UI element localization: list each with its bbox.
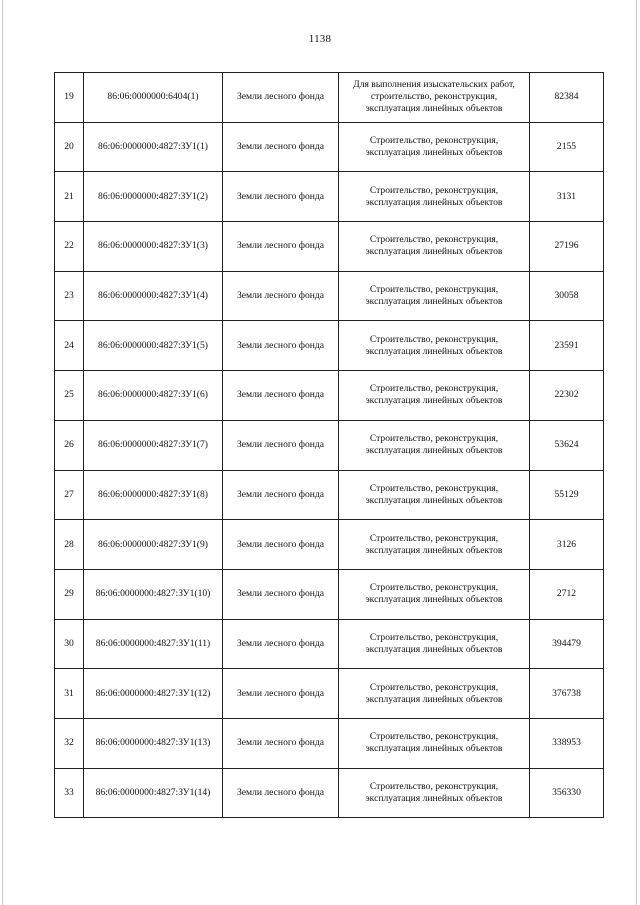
table-row [55, 470, 604, 520]
table-row [55, 371, 604, 421]
permitted-use-cell: Строительство, реконструкция, эксплуатация линейных объектов [339, 122, 530, 172]
land-category-cell: Земли лесного фонда [223, 619, 339, 669]
row-number-cell: 32 [55, 718, 84, 768]
table-row [55, 768, 604, 818]
land-category-cell: Земли лесного фонда [223, 73, 339, 123]
area-cell: 53624 [530, 420, 604, 470]
land-category-cell: Земли лесного фонда [223, 470, 339, 520]
row-number-cell: 27 [55, 470, 84, 520]
permitted-use-cell: Строительство, реконструкция, эксплуатация линейных объектов [339, 569, 530, 619]
land-category-cell: Земли лесного фонда [223, 520, 339, 570]
permitted-use-cell: Строительство, реконструкция, эксплуатация линейных объектов [339, 222, 530, 272]
land-category-cell: Земли лесного фонда [223, 569, 339, 619]
area-cell: 2712 [530, 569, 604, 619]
area-cell: 55129 [530, 470, 604, 520]
permitted-use-cell: Строительство, реконструкция, эксплуатация линейных объектов [339, 172, 530, 222]
cadastral-number-cell: 86:06:0000000:4827:ЗУ1(8) [84, 470, 223, 520]
page-number: 1138 [308, 33, 332, 45]
table-row [55, 669, 604, 719]
row-number-cell: 24 [55, 321, 84, 371]
area-cell: 30058 [530, 271, 604, 321]
permitted-use-cell: Строительство, реконструкция, эксплуатация линейных объектов [339, 470, 530, 520]
land-plots-table [54, 72, 604, 818]
area-cell: 376738 [530, 669, 604, 719]
permitted-use-cell: Строительство, реконструкция, эксплуатация линейных объектов [339, 520, 530, 570]
cadastral-number-cell: 86:06:0000000:4827:ЗУ1(10) [84, 569, 223, 619]
permitted-use-cell: Строительство, реконструкция, эксплуатация линейных объектов [339, 321, 530, 371]
land-category-cell: Земли лесного фонда [223, 321, 339, 371]
cadastral-number-cell: 86:06:0000000:4827:ЗУ1(12) [84, 669, 223, 719]
row-number-cell: 26 [55, 420, 84, 470]
land-category-cell: Земли лесного фонда [223, 718, 339, 768]
permitted-use-cell: Строительство, реконструкция, эксплуатация линейных объектов [339, 669, 530, 719]
row-number-cell: 29 [55, 569, 84, 619]
permitted-use-cell: Строительство, реконструкция, эксплуатация линейных объектов [339, 420, 530, 470]
area-cell: 27196 [530, 222, 604, 272]
row-number-cell: 33 [55, 768, 84, 818]
cadastral-number-cell: 86:06:0000000:4827:ЗУ1(3) [84, 222, 223, 272]
table-row [55, 420, 604, 470]
area-cell: 2155 [530, 122, 604, 172]
row-number-cell: 25 [55, 371, 84, 421]
cadastral-number-cell: 86:06:0000000:4827:ЗУ1(14) [84, 768, 223, 818]
row-number-cell: 20 [55, 122, 84, 172]
table-row [55, 122, 604, 172]
cadastral-number-cell: 86:06:0000000:4827:ЗУ1(1) [84, 122, 223, 172]
land-category-cell: Земли лесного фонда [223, 122, 339, 172]
row-number-cell: 28 [55, 520, 84, 570]
area-cell: 23591 [530, 321, 604, 371]
cadastral-number-cell: 86:06:0000000:4827:ЗУ1(6) [84, 371, 223, 421]
row-number-cell: 23 [55, 271, 84, 321]
area-cell: 338953 [530, 718, 604, 768]
table-row [55, 520, 604, 570]
area-cell: 3131 [530, 172, 604, 222]
area-cell: 394479 [530, 619, 604, 669]
land-category-cell: Земли лесного фонда [223, 222, 339, 272]
area-cell: 356330 [530, 768, 604, 818]
table-row [55, 271, 604, 321]
table-row [55, 222, 604, 272]
cadastral-number-cell: 86:06:0000000:4827:ЗУ1(11) [84, 619, 223, 669]
cadastral-number-cell: 86:06:0000000:6404(1) [84, 73, 223, 123]
permitted-use-cell: Строительство, реконструкция, эксплуатация линейных объектов [339, 768, 530, 818]
land-category-cell: Земли лесного фонда [223, 271, 339, 321]
table-row [55, 569, 604, 619]
permitted-use-cell: Строительство, реконструкция, эксплуатация линейных объектов [339, 619, 530, 669]
cadastral-number-cell: 86:06:0000000:4827:ЗУ1(7) [84, 420, 223, 470]
land-category-cell: Земли лесного фонда [223, 669, 339, 719]
row-number-cell: 22 [55, 222, 84, 272]
land-category-cell: Земли лесного фонда [223, 420, 339, 470]
scan-edge-left [2, 0, 3, 905]
permitted-use-cell: Для выполнения изыскательских работ, строительство, реконструкция, эксплуатация линейных объектов [339, 73, 530, 123]
row-number-cell: 21 [55, 172, 84, 222]
cadastral-number-cell: 86:06:0000000:4827:ЗУ1(5) [84, 321, 223, 371]
cadastral-number-cell: 86:06:0000000:4827:ЗУ1(2) [84, 172, 223, 222]
row-number-cell: 30 [55, 619, 84, 669]
scan-edge-right [636, 0, 637, 905]
permitted-use-cell: Строительство, реконструкция, эксплуатация линейных объектов [339, 271, 530, 321]
cadastral-number-cell: 86:06:0000000:4827:ЗУ1(13) [84, 718, 223, 768]
permitted-use-cell: Строительство, реконструкция, эксплуатация линейных объектов [339, 371, 530, 421]
row-number-cell: 31 [55, 669, 84, 719]
land-category-cell: Земли лесного фонда [223, 172, 339, 222]
table-row [55, 172, 604, 222]
table-row [55, 619, 604, 669]
table-row [55, 321, 604, 371]
land-category-cell: Земли лесного фонда [223, 768, 339, 818]
table-row [55, 718, 604, 768]
land-category-cell: Земли лесного фонда [223, 371, 339, 421]
table-body [55, 73, 604, 818]
table-row [55, 73, 604, 123]
area-cell: 3126 [530, 520, 604, 570]
cadastral-number-cell: 86:06:0000000:4827:ЗУ1(9) [84, 520, 223, 570]
area-cell: 22302 [530, 371, 604, 421]
row-number-cell: 19 [55, 73, 84, 123]
area-cell: 82384 [530, 73, 604, 123]
permitted-use-cell: Строительство, реконструкция, эксплуатация линейных объектов [339, 718, 530, 768]
cadastral-number-cell: 86:06:0000000:4827:ЗУ1(4) [84, 271, 223, 321]
